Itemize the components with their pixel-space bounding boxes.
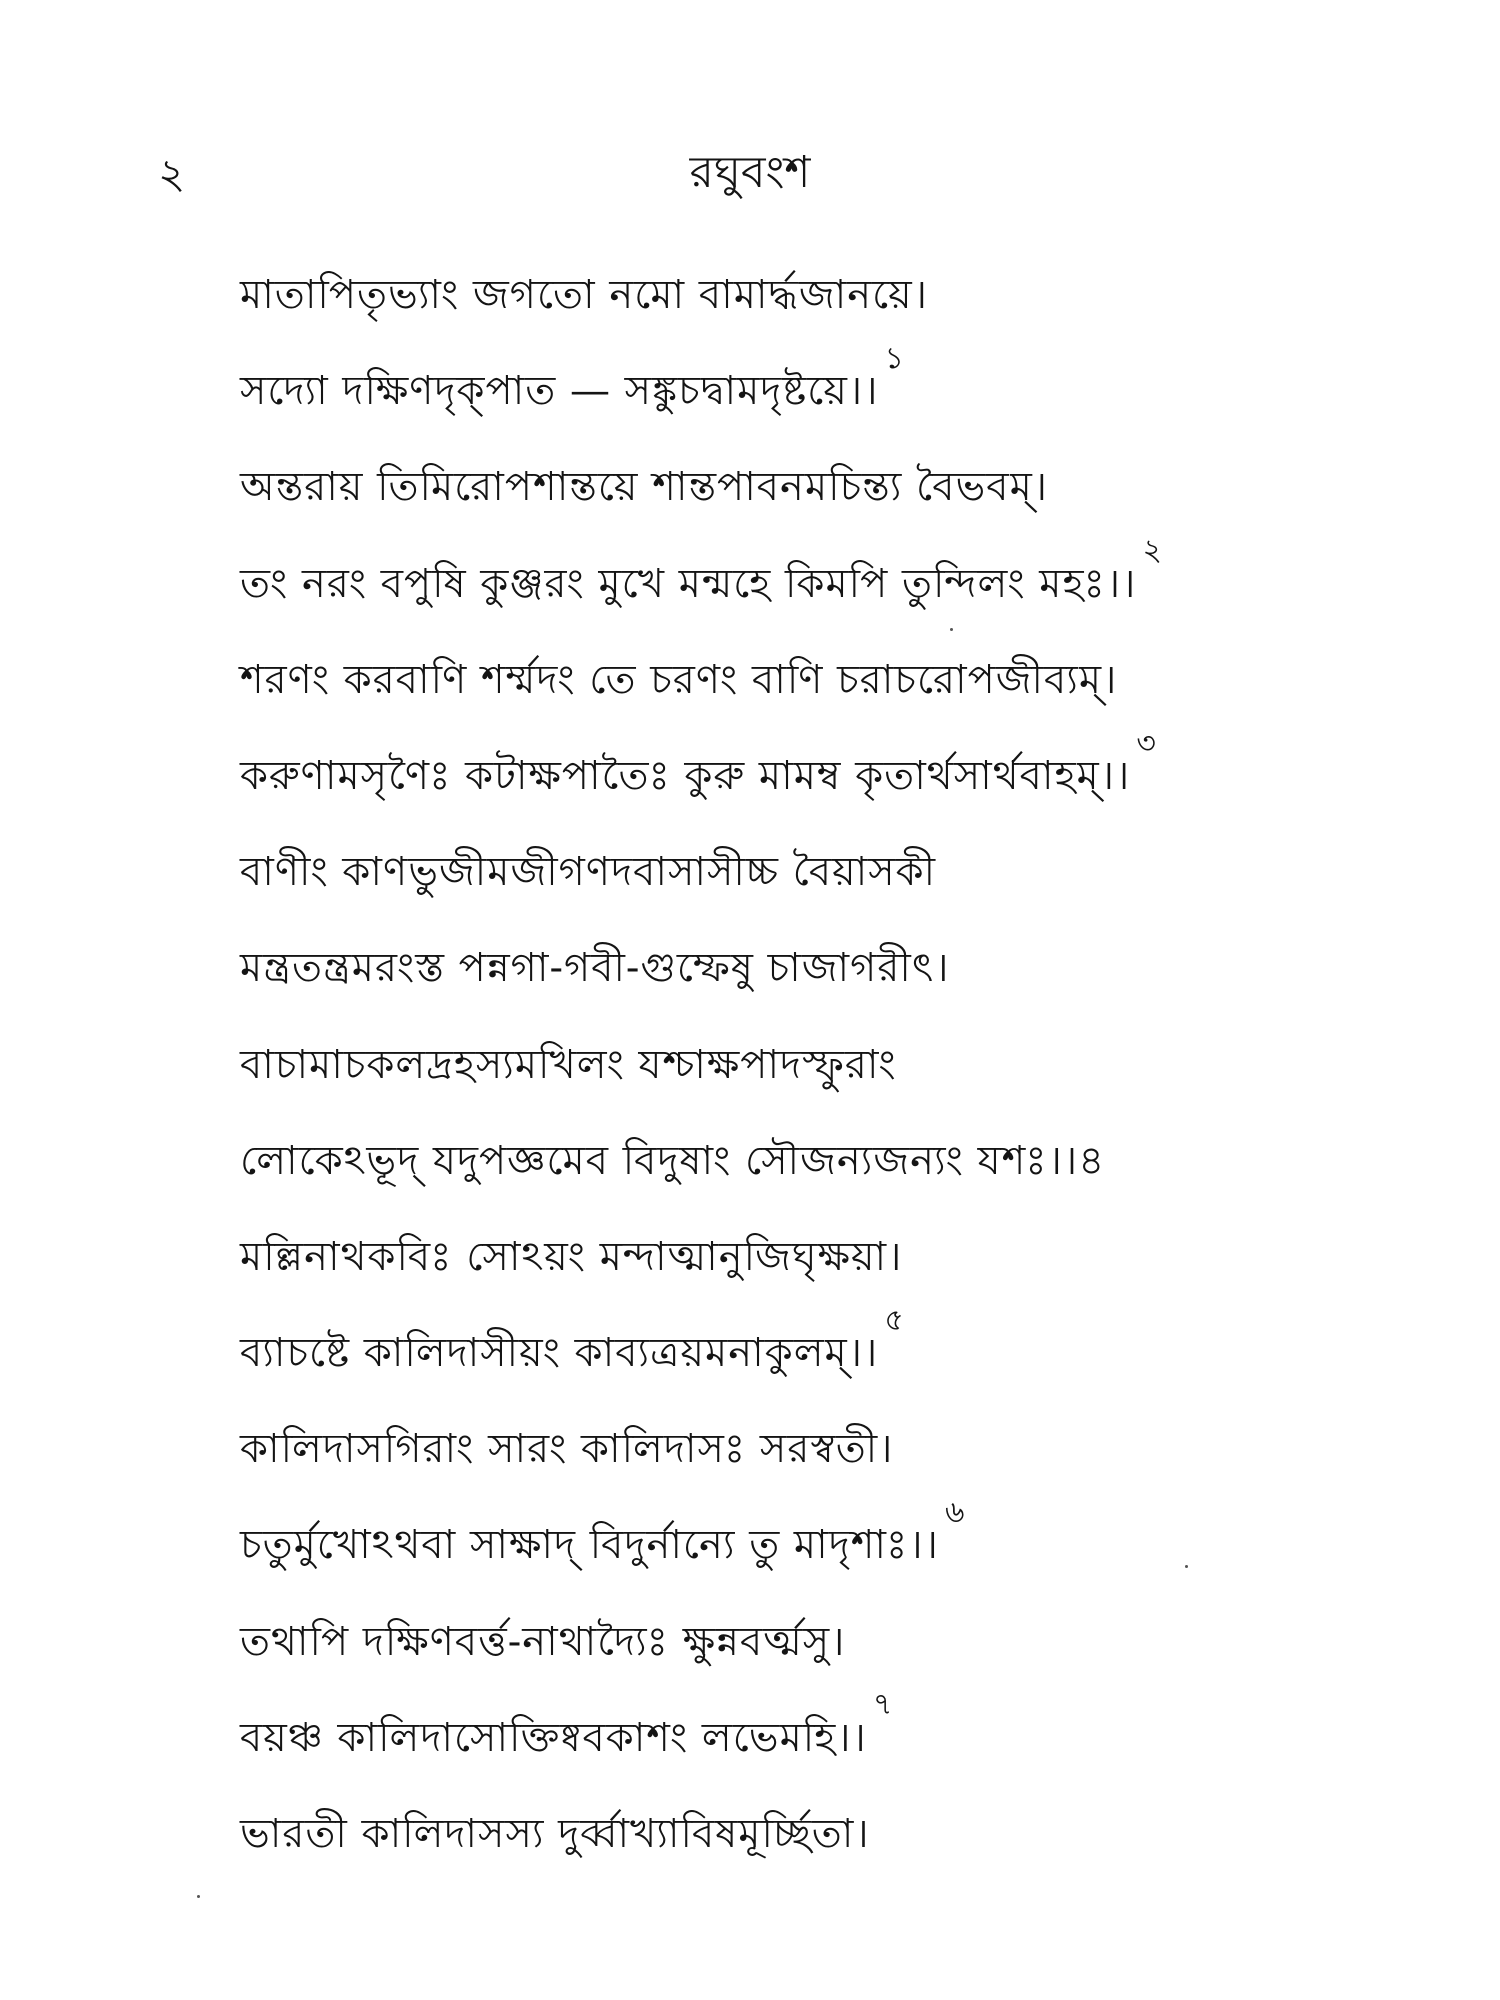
verse-number: ৫ bbox=[884, 1302, 905, 1338]
verse-text: অন্তরায় তিমিরোপশান্তয়ে শান্তপাবনমচিন্ত্য বৈভবম্‌। bbox=[240, 464, 1049, 511]
verse-line bbox=[240, 941, 1420, 1037]
verse-text: ব্যাচষ্টে কালিদাসীয়ং কাব্যত্রয়মনাকুলম্‌।। bbox=[240, 1330, 879, 1377]
verse-line bbox=[240, 845, 1420, 941]
verse-line bbox=[240, 460, 1420, 556]
verse-text: চতুর্মুখোঽথবা সাক্ষাদ্‌ বিদুর্নান্যে তু মাদৃশাঃ।। bbox=[240, 1522, 939, 1569]
verse-line bbox=[240, 725, 1420, 845]
verse-line bbox=[240, 1495, 1420, 1614]
verse-text: মাতাপিতৃভ্যাং জগতো নমো বামার্দ্ধজানয়ে। bbox=[240, 272, 929, 318]
verse-line bbox=[240, 1615, 1420, 1711]
verse-line bbox=[240, 1807, 1420, 1903]
verse-line bbox=[240, 1302, 1420, 1422]
verse-number: ২ bbox=[1142, 533, 1163, 569]
verse-text: বয়ঞ্চ কালিদাসোক্তিষ্ববকাশং লভেমহি।। bbox=[240, 1714, 867, 1761]
verse-text: ভারতী কালিদাসস্য দুর্ব্বাখ্যাবিষমূর্চ্ছিতা। bbox=[240, 1811, 870, 1857]
running-head-title: রঘুবংশ bbox=[689, 147, 811, 198]
print-speck bbox=[950, 628, 953, 631]
verse-text: করুণামসৃণৈঃ কটাক্ষপাতৈঃ কুরু মামম্ব কৃতার্থসার্থবাহম্‌।। bbox=[240, 752, 1131, 799]
verse-text: কালিদাসগিরাং সারং কালিদাসঃ সরস্বতী। bbox=[240, 1426, 894, 1473]
verse-number: ১ bbox=[884, 340, 905, 376]
verse-line bbox=[240, 1422, 1420, 1518]
verse-text: বাণীং কাণভুজীমজীগণদবাসাসীচ্চ বৈয়াসকী bbox=[240, 849, 937, 896]
page-number: ২ bbox=[158, 149, 186, 198]
verse-text: শরণং করবাণি শর্ম্মদং তে চরণং বাণি চরাচরোপজীব্যম্‌। bbox=[240, 656, 1118, 703]
verse-number: ৬ bbox=[944, 1495, 966, 1531]
verse-line bbox=[240, 340, 1420, 460]
verse-text: সদ্যো দক্ষিণদৃক্‌পাত — সঙ্কুচদ্বামদৃষ্টয়ে।। bbox=[240, 368, 879, 415]
verse-line bbox=[240, 533, 1420, 653]
verse-line bbox=[240, 268, 1420, 364]
verse-number: ৩ bbox=[1136, 725, 1157, 761]
verse-line bbox=[240, 1134, 1420, 1230]
verse-number: ৭ bbox=[872, 1687, 894, 1723]
verse-line bbox=[240, 653, 1420, 749]
verse-text: মন্ত্রতন্ত্রমরংস্ত পন্নগা-গবী-গুম্ফেষু চাজাগরীৎ। bbox=[240, 945, 950, 992]
verse-text: মল্লিনাথকবিঃ সোঽয়ং মন্দাত্মানুজিঘৃক্ষয়া। bbox=[240, 1233, 903, 1280]
print-speck bbox=[197, 1895, 200, 1898]
verse-text: তং নরং বপুষি কুঞ্জরং মুখে মন্মহে কিমপি তুন্দিলং মহঃ।। bbox=[240, 560, 1137, 607]
verse-text: বাচামাচকলদ্রহস্যমখিলং যশ্চাক্ষপাদস্ফুরাং bbox=[240, 1041, 897, 1088]
verse-line bbox=[240, 1230, 1420, 1326]
verse-text: লোকেঽভূদ্‌ যদুপজ্ঞমেব বিদুষাং সৌজন্যজন্যং যশঃ।।৪ bbox=[240, 1137, 1106, 1184]
print-speck bbox=[1185, 1565, 1188, 1568]
verse-list bbox=[240, 268, 1420, 1903]
verse-text: তথাপি দক্ষিণবর্ত্ত-নাথাদ্যৈঃ ক্ষুন্নবর্ত্মসু। bbox=[240, 1618, 846, 1665]
verse-line bbox=[240, 1687, 1420, 1807]
verse-line bbox=[240, 1038, 1420, 1134]
